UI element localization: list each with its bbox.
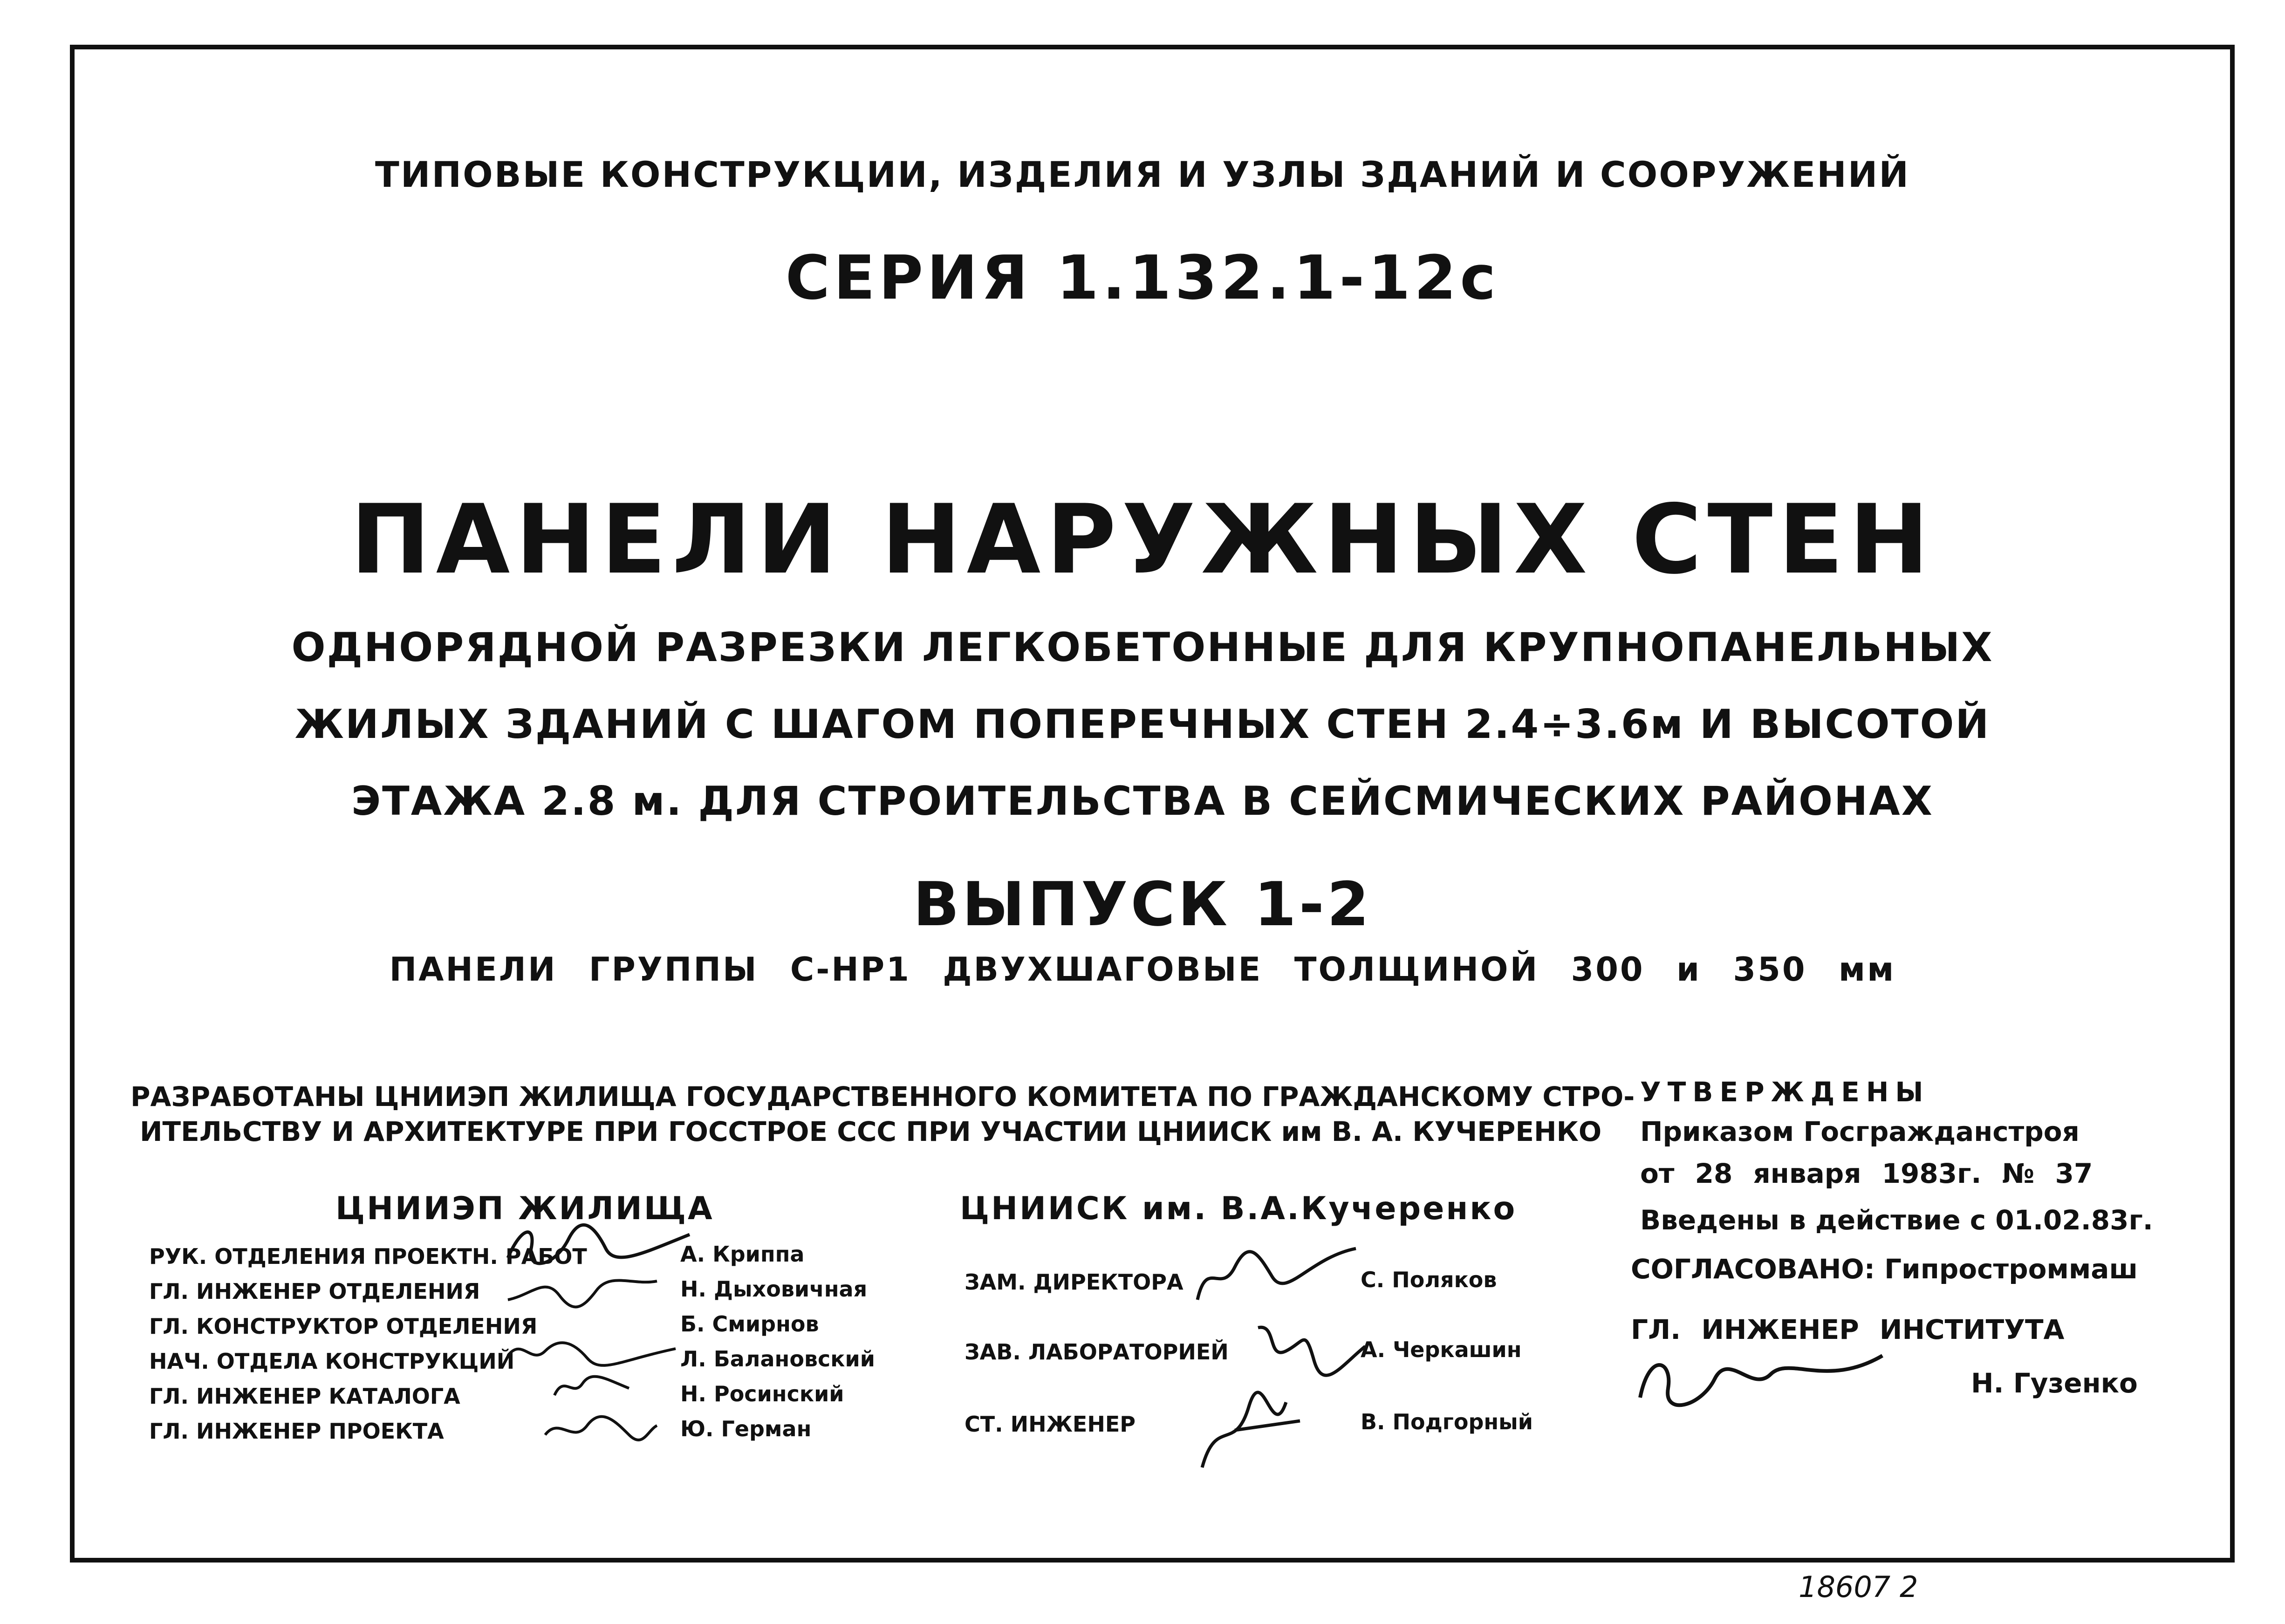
approval-date: от 28 января 1983г. № 37 <box>1640 1158 2093 1189</box>
role-label: ЗАВ. ЛАБОРАТОРИЕЙ <box>965 1339 1229 1365</box>
role-label: ГЛ. ИНЖЕНЕР КАТАЛОГА <box>149 1384 460 1409</box>
person-name: А. Криппа <box>680 1242 805 1267</box>
main-title: ПАНЕЛИ НАРУЖНЫХ СТЕН <box>350 484 1935 595</box>
org-left-name: ЦНИИЭП ЖИЛИЩА <box>335 1190 714 1227</box>
person-name: Н. Дыховичная <box>680 1276 868 1302</box>
signature-german <box>540 1407 662 1449</box>
approval-effective: Введены в действие с 01.02.83г. <box>1640 1204 2153 1236</box>
signature-polyakov <box>1188 1239 1365 1309</box>
signature-rosinsky <box>550 1370 634 1402</box>
signature-dykhovichnaya <box>503 1272 662 1314</box>
series-number: СЕРИЯ 1.132.1-12с <box>785 242 1500 313</box>
role-label: НАЧ. ОТДЕЛА КОНСТРУКЦИЙ <box>149 1349 515 1374</box>
person-name: Ю. Герман <box>680 1416 812 1441</box>
institute-role: ГЛ. ИНЖЕНЕР ИНСТИТУТА <box>1631 1314 2065 1345</box>
subtitle-line-1: ОДНОРЯДНОЙ РАЗРЕЗКИ ЛЕГКОБЕТОННЫЕ ДЛЯ КРУПНОПАНЕЛЬНЫХ <box>291 624 1994 671</box>
institute-person: Н. Гузенко <box>1971 1367 2138 1399</box>
role-label: ГЛ. КОНСТРУКТОР ОТДЕЛЕНИЯ <box>149 1314 538 1339</box>
signature-podgorny <box>1193 1388 1314 1472</box>
person-name: А. Черкашин <box>1361 1337 1522 1362</box>
role-label: ГЛ. ИНЖЕНЕР ОТДЕЛЕНИЯ <box>149 1279 480 1304</box>
role-label: РУК. ОТДЕЛЕНИЯ ПРОЕКТН. РАБОТ <box>149 1244 587 1269</box>
agreed-with: СОГЛАСОВАНО: Гипростроммаш <box>1631 1253 2138 1285</box>
series-heading: ТИПОВЫЕ КОНСТРУКЦИИ, ИЗДЕЛИЯ И УЗЛЫ ЗДАНИЙ И СООРУЖЕНИЙ <box>375 154 1910 195</box>
role-label: ГЛ. ИНЖЕНЕР ПРОЕКТА <box>149 1419 444 1444</box>
org-mid-name: ЦНИИСК им. В.А.Кучеренко <box>960 1190 1517 1227</box>
subtitle-line-3: ЭТАЖА 2.8 м. ДЛЯ СТРОИТЕЛЬСТВА В СЕЙСМИЧЕСКИХ РАЙОНАХ <box>351 778 1934 825</box>
developed-line-1: РАЗРАБОТАНЫ ЦНИИЭП ЖИЛИЩА ГОСУДАРСТВЕННОГО КОМИТЕТА ПО ГРАЖДАНСКОМУ СТРО- <box>130 1081 1635 1112</box>
person-name: Н. Росинский <box>680 1381 844 1406</box>
archive-stamp: 18607 2 <box>1799 1570 1918 1604</box>
approval-title: УТВЕРЖДЕНЫ <box>1640 1076 1930 1108</box>
person-name: В. Подгорный <box>1361 1409 1533 1434</box>
role-label: ЗАМ. ДИРЕКТОРА <box>965 1269 1184 1295</box>
subtitle-line-2: ЖИЛЫХ ЗДАНИЙ С ШАГОМ ПОПЕРЕЧНЫХ СТЕН 2.4÷3.6м И ВЫСОТОЙ <box>294 701 1991 748</box>
approval-order: Приказом Госгражданстроя <box>1640 1116 2080 1147</box>
person-name: Б. Смирнов <box>680 1311 819 1337</box>
person-name: С. Поляков <box>1361 1267 1497 1292</box>
role-label: СТ. ИНЖЕНЕР <box>965 1412 1136 1437</box>
issue-number: ВЫПУСК 1-2 <box>913 869 1372 940</box>
signature-cherkashin <box>1249 1318 1370 1384</box>
person-name: Л. Балановский <box>680 1346 875 1372</box>
developed-line-2: ИТЕЛЬСТВУ И АРХИТЕКТУРЕ ПРИ ГОССТРОЕ ССС ПРИ УЧАСТИИ ЦНИИСК им В. А. КУЧЕРЕНКО <box>140 1116 1602 1147</box>
signature-krippa <box>503 1221 699 1272</box>
panel-group: ПАНЕЛИ ГРУППЫ С-НР1 ДВУХШАГОВЫЕ ТОЛЩИНОЙ 300 и 350 мм <box>389 950 1896 989</box>
signature-guzenko <box>1631 1342 1892 1412</box>
signature-balanovsky <box>503 1332 680 1374</box>
